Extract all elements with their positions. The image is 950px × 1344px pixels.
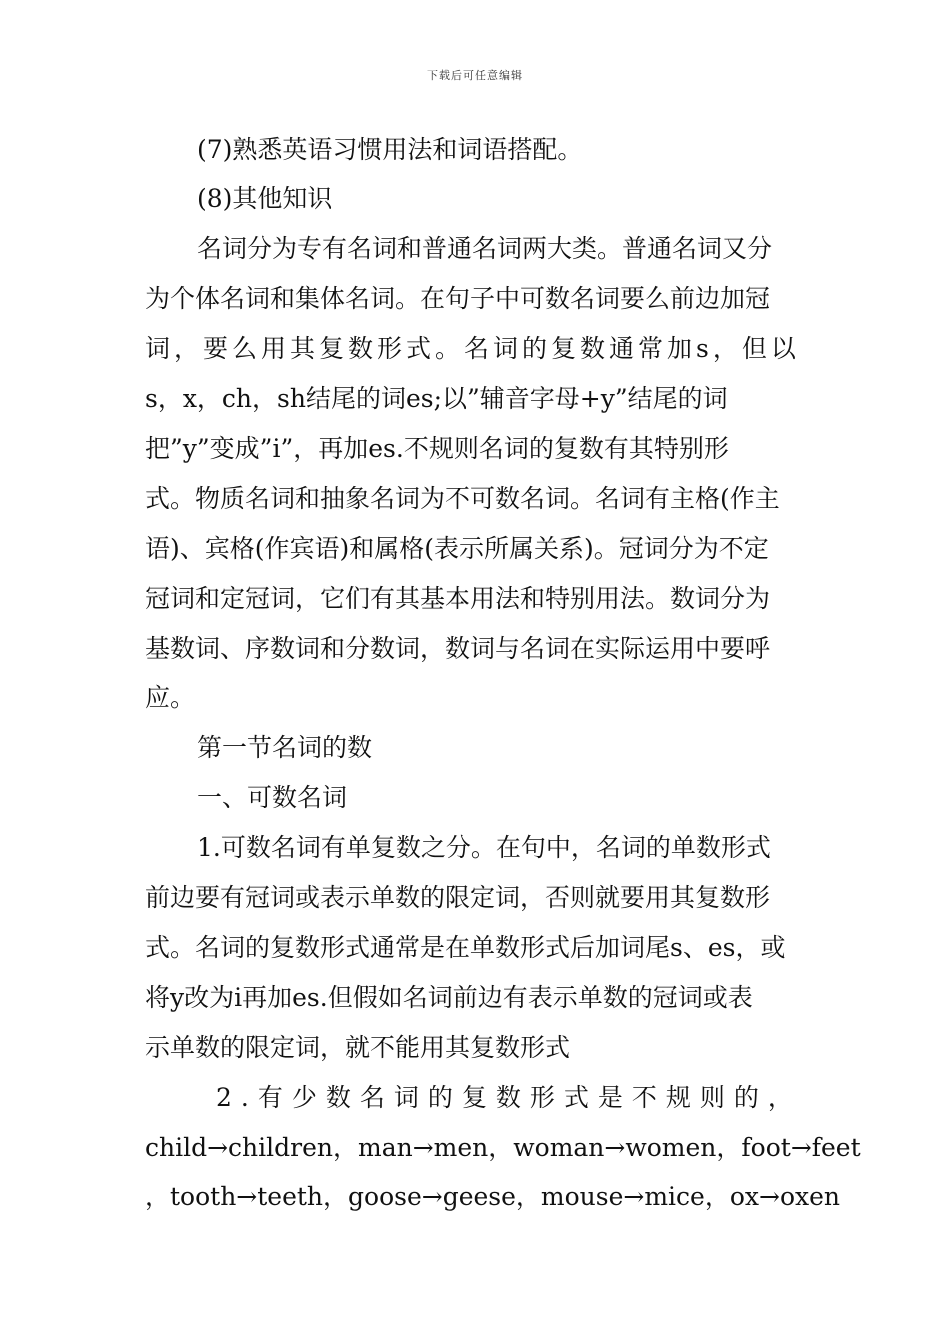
paragraph-line: 把”y”变成”i”，再加es.不规则名词的复数有其特别形: [145, 434, 729, 463]
paragraph-line: 冠词和定冠词，它们有其基本用法和特别用法。数词分为: [145, 584, 771, 613]
paragraph-line: 2.有少数名词的复数形式是不规则的，: [216, 1083, 802, 1112]
list-item-7: (7)熟悉英语习惯用法和词语搭配。: [197, 135, 583, 164]
paragraph-line: 名词分为专有名词和普通名词两大类。普通名词又分: [197, 234, 773, 263]
paragraph-line: 式。物质名词和抽象名词为不可数名词。名词有主格(作主: [145, 484, 780, 513]
paragraph-line: 示单数的限定词，就不能用其复数形式: [145, 1033, 571, 1062]
section-title: 第一节名词的数: [197, 733, 373, 762]
page-header: 下载后可任意编辑: [427, 69, 523, 82]
subsection-title: 一、可数名词: [197, 783, 348, 812]
paragraph-line: ，tooth→teeth，goose→geese，mouse→mice，ox→oxen: [145, 1182, 840, 1211]
list-item-8: (8)其他知识: [197, 184, 333, 213]
paragraph-line: 语)、宾格(作宾语)和属格(表示所属关系)。冠词分为不定: [145, 534, 769, 563]
paragraph-line: s，x，ch，sh结尾的词es;以”辅音字母+y”结尾的词: [145, 384, 728, 413]
paragraph-line: 1.可数名词有单复数之分。在句中，名词的单数形式: [197, 833, 771, 862]
paragraph-line: 词，要么用其复数形式。名词的复数通常加s，但以: [145, 334, 800, 363]
paragraph-line: 为个体名词和集体名词。在句子中可数名词要么前边加冠: [145, 284, 771, 313]
paragraph-line: 应。: [145, 683, 196, 712]
paragraph-line: 将y改为i再加es.但假如名词前边有表示单数的冠词或表: [145, 983, 753, 1012]
paragraph-line: 前边要有冠词或表示单数的限定词，否则就要用其复数形: [145, 883, 771, 912]
paragraph-line: 式。名词的复数形式通常是在单数形式后加词尾s、es，或: [145, 933, 786, 962]
paragraph-line: child→children，man→men，woman→women，foot→feet: [145, 1133, 861, 1162]
paragraph-line: 基数词、序数词和分数词，数词与名词在实际运用中要呼: [145, 634, 771, 663]
